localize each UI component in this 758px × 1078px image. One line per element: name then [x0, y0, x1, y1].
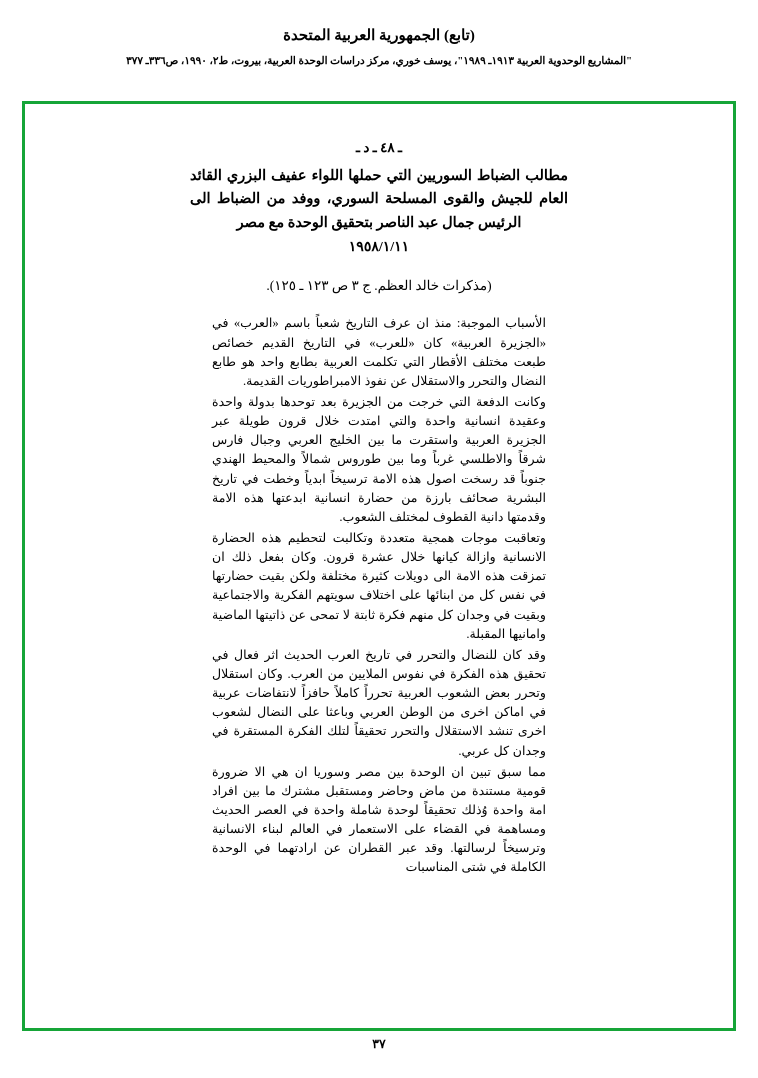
document-number: ـ ٤٨ ـ د ـ: [356, 140, 402, 155]
document-title: مطالب الضباط السوريين التي حملها اللواء عفيف البزري القائد العام للجيش والقوى المسلحة السوري، ووفد من الضباط الى الرئيس جمال عبد الناصر بتحقيق الوحدة مع مصر: [190, 168, 568, 231]
paragraph: مما سبق تبين ان الوحدة بين مصر وسوريا ان هي الا ضرورة قومية مستندة من ماض وحاضر ومستقبل مشترك ما بين افراد امة واحدة وُذلك تحقيقاً لوحدة شاملة واحدة في العصر الحديث ومساهمة في القضاء على الاستعمار في العالم لبناء الانسانية وترسيخاً لرسالتها. وقد عبر القطران عن ارادتهما في الوحدة الكاملة في شتى المناسبات: [212, 764, 546, 875]
content-frame-border: [22, 101, 736, 1031]
header-citation: "المشاريع الوحدوية العربية ١٩١٣ـ ١٩٨٩"، يوسف خوري، مركز دراسات الوحدة العربية، بيروت، ط٢، ١٩٩٠، ص٣٣٦ـ ٣٧٧: [126, 56, 632, 67]
document-date: ١٩٥٨/١/١١: [348, 240, 410, 256]
paragraph: وقد كان للنضال والتحرر في تاريخ العرب الحديث اثر فعال في تحقيق هذه الفكرة في نفوس الملايين من العرب. وكان استقلال وتحرر بعض الشعوب العربية تحرراً كاملاً حافزاً لانتفاضات عربية في اماكن اخرى من الوطن العربي وباعثا على النضال لشعوب اخرى تنشد الاستقلال والتحرر تحقيقاً لتلك الفكرة المستقرة في وجدان كل عربي.: [212, 647, 546, 758]
paragraph: وكانت الدفعة التي خرجت من الجزيرة بعد توحدها بدولة واحدة وعقيدة انسانية واحدة والتي امتدت خلال قرون طويلة عبر الجزيرة العربية واستقرت ما بين الخليج العربي وجبال فارس شرقاً والاطلسي غرباً وما بين طوروس شمالاً والمحيط الهندي جنوباً قد رسخت اصول هذه الامة ترسيخاً ابدياً وخطت في تاريخ البشرية صحائف بارزة من حضارة انسانية ابدعتها هذه الامة وقدمتها دانية القطوف لمختلف الشعوب.: [212, 395, 546, 524]
paragraph: وتعاقبت موجات همجية متعددة وتكالبت لتحطيم هذه الحضارة الانسانية وازالة كيانها خلال عشرة قرون. وكان بفعل ذلك ان تمزقت هذه الامة الى دويلات كثيرة مختلفة ولكن بقيت حضارتها في نفس كل من ابنائها على اختلاف سويتهم الفكرية والاجتماعية وبقيت في وجدان كل منهم فكرة ثابتة لا تمحى عن ذاتيتها الماضية وامانيها المقبلة.: [212, 531, 546, 641]
document-body: [212, 314, 546, 877]
document-content: [25, 104, 733, 880]
page-number: ٣٧: [372, 1037, 386, 1051]
header-title: (تابع) الجمهورية العربية المتحدة: [283, 28, 475, 44]
page-header: [0, 0, 758, 67]
paragraph: الأسباب الموجبة: منذ ان عرف التاريخ شعباً باسم «العرب» في «الجزيرة العربية» كان «للعرب» في التاريخ القديم خصائص طبعت مختلف الأقطار التي تكلمت العربية بطابع واحد هو طابع النضال والتحرر والاستقلال عن نفوذ الامبراطوريات القديمة.: [212, 316, 546, 388]
document-source: (مذكرات خالد العظم. ج ٣ ص ١٢٣ ـ ١٢٥).: [266, 278, 492, 294]
